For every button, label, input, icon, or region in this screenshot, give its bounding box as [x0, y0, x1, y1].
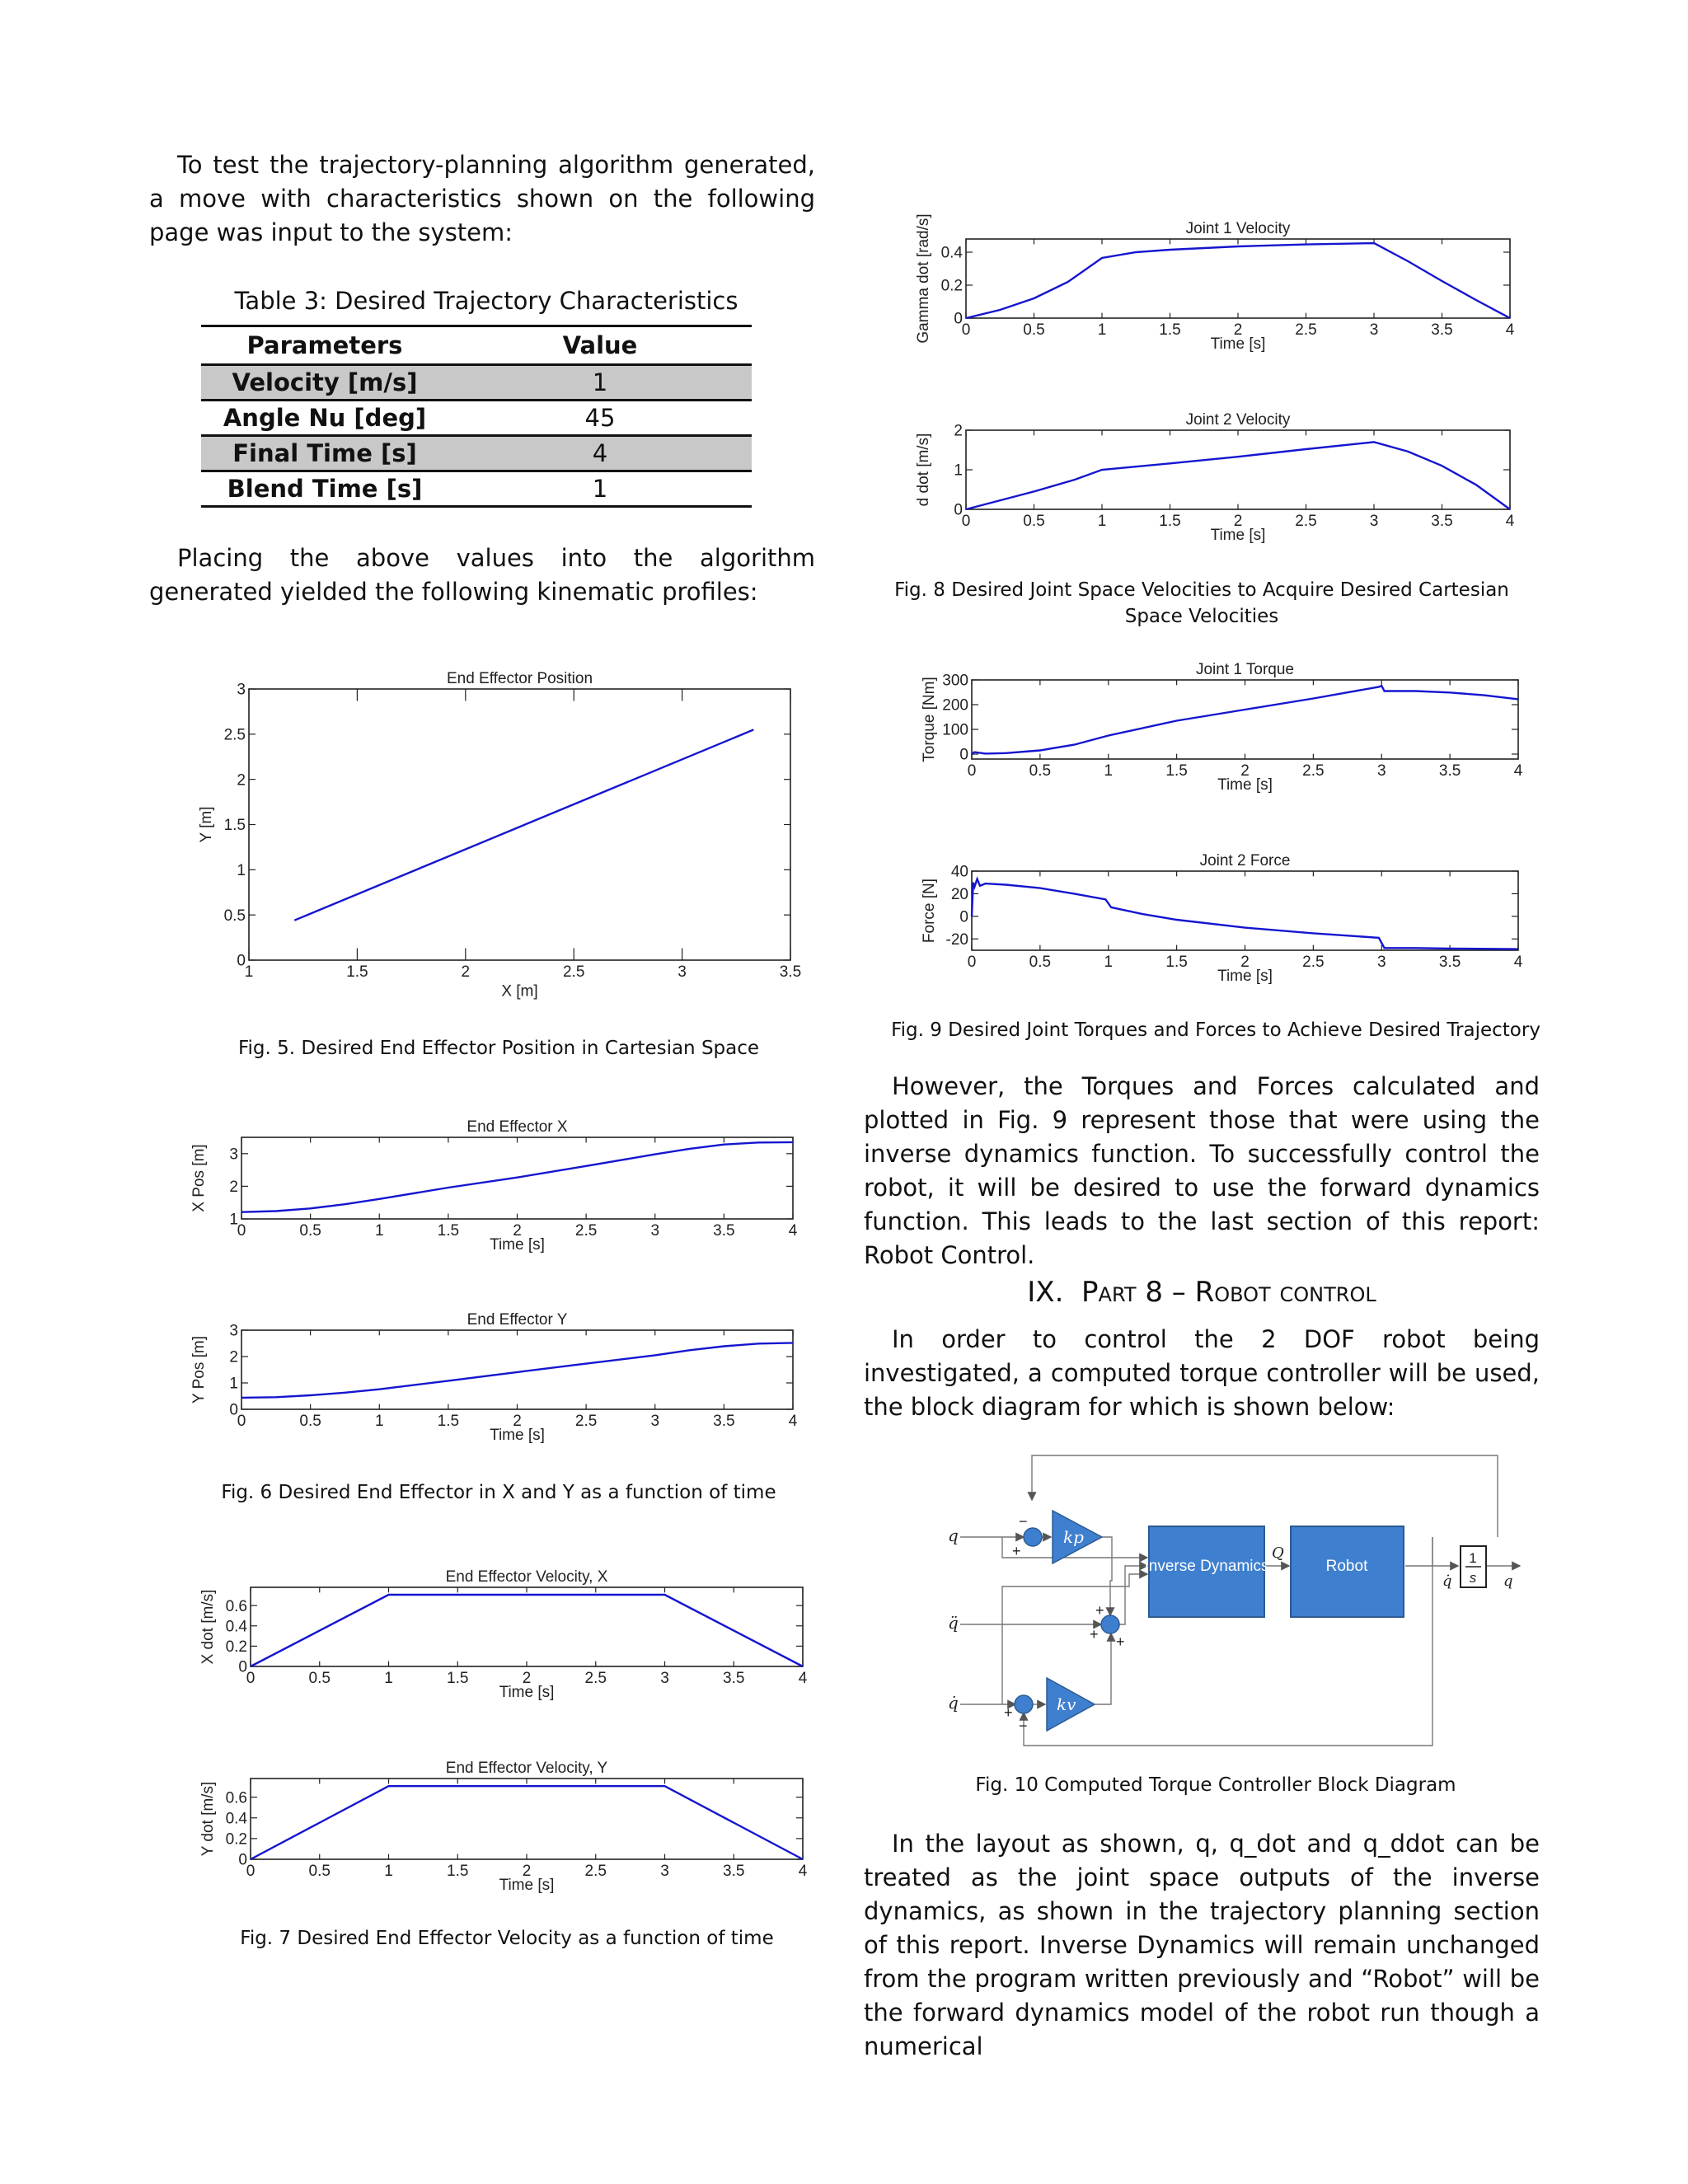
x-tick-label: 0: [246, 1863, 256, 1880]
control-paragraph: In order to control the 2 DOF robot being investigated, a computed torque controller will be used, the block diagram for which is shown below:: [864, 1325, 1540, 1421]
table-cell-value: 45: [448, 401, 752, 436]
x-tick-label: 2: [513, 1413, 522, 1430]
fig8b-chart: [915, 409, 1515, 545]
y-axis-label: Y Pos [m]: [190, 1335, 208, 1404]
summer-velocity: [1015, 1695, 1033, 1713]
y-axis-label: Torque [Nm]: [921, 677, 938, 762]
x-tick-label: 4: [798, 1863, 808, 1880]
y-tick-label: 0: [238, 1851, 247, 1869]
table-cell-parameter: Blend Time [s]: [201, 471, 448, 507]
plot-area: [972, 871, 1518, 950]
x-tick-label: 0.5: [308, 1670, 331, 1687]
x-tick-label: 4: [788, 1222, 798, 1240]
kp-label: kp: [1063, 1527, 1084, 1547]
y-tick-label: 0.2: [225, 1830, 247, 1849]
x-tick-label: 4: [1505, 321, 1515, 339]
fig10-caption: Fig. 10 Computed Torque Controller Block Diagram: [975, 1774, 1456, 1796]
robot-label: Robot: [1325, 1558, 1368, 1575]
sign-sum3-plus-a: +: [1095, 1602, 1104, 1619]
x-axis-label: Time [s]: [1210, 527, 1266, 545]
x-tick-label: 4: [1513, 954, 1523, 971]
plot-area: [241, 1330, 793, 1409]
sign-sum3-plus-b: +: [1090, 1626, 1099, 1643]
fig5-caption: Fig. 5. Desired End Effector Position in Cartesian Space: [237, 1038, 760, 1059]
x-tick-label: 3.5: [713, 1413, 735, 1430]
x-tick-label: 2.5: [574, 1413, 598, 1430]
x-axis-label: Time [s]: [1210, 335, 1266, 354]
x-tick-label: 1.5: [437, 1413, 460, 1430]
x-tick-label: 1: [1104, 954, 1114, 971]
x-tick-label: 3.5: [779, 963, 802, 981]
fig9-caption: Fig. 9 Desired Joint Torques and Forces to Achieve Desired Trajectory: [891, 1019, 1540, 1041]
integrator-denominator: s: [1469, 1570, 1477, 1586]
x-tick-label: 0: [237, 1413, 246, 1430]
plot-area: [966, 430, 1510, 509]
fig6-caption: Fig. 6 Desired End Effector in X and Y as a function of time: [221, 1482, 776, 1503]
x-tick-label: 3.5: [1431, 321, 1453, 339]
x-tick-label: 3: [1369, 513, 1379, 530]
plot-area: [251, 1779, 803, 1859]
x-tick-label: 2.5: [1295, 513, 1317, 530]
y-tick-label: 20: [950, 886, 968, 904]
y-axis-label: X Pos [m]: [190, 1144, 208, 1212]
x-tick-label: 0: [237, 1222, 246, 1240]
y-tick-label: 0: [237, 952, 246, 970]
x-tick-label: 0: [967, 762, 977, 780]
x-tick-label: 2: [1233, 321, 1243, 339]
plot-area: [966, 239, 1510, 318]
chart-title: Joint 2 Force: [1199, 852, 1291, 869]
y-tick-label: 1: [229, 1211, 238, 1229]
y-tick-label: 2: [237, 771, 246, 790]
y-tick-label: 0: [229, 1401, 238, 1419]
x-tick-label: 3.5: [713, 1222, 735, 1240]
x-tick-label: 0: [961, 321, 971, 339]
fig9a-chart: [921, 658, 1523, 794]
x-tick-label: 1: [374, 1222, 384, 1240]
table-cell-parameter: Angle Nu [deg]: [201, 401, 448, 436]
x-tick-label: 1: [1097, 513, 1107, 530]
y-tick-label: 2: [954, 422, 963, 440]
y-tick-label: 0.2: [940, 277, 963, 295]
table-row: [201, 401, 752, 436]
y-tick-label: 40: [950, 863, 968, 881]
x-tick-label: 1.5: [1159, 321, 1181, 339]
x-tick-label: 2.5: [1302, 954, 1325, 971]
section-heading: [864, 1276, 1540, 1309]
x-tick-label: 2: [461, 963, 471, 981]
y-axis-label: Gamma dot [rad/s]: [915, 213, 932, 344]
y-axis-label: Y dot [m/s]: [199, 1781, 217, 1857]
table-cell-value: 1: [448, 471, 752, 507]
x-axis-label: Time [s]: [499, 1877, 555, 1895]
y-axis-label: Y [m]: [198, 806, 215, 843]
x-tick-label: 3.5: [723, 1670, 745, 1687]
fig8-caption: Fig. 8 Desired Joint Space Velocities to Acquire Desired Cartesian Space Velocities: [894, 579, 1509, 627]
y-tick-label: 0: [954, 310, 963, 328]
chart-title: End Effector Velocity, X: [445, 1568, 608, 1586]
feedback-line-q: [1032, 1455, 1498, 1537]
y-tick-label: 0.6: [225, 1597, 247, 1615]
x-tick-label: 1.5: [346, 963, 368, 981]
y-tick-label: 0: [959, 908, 968, 926]
however-paragraph: However, the Torques and Forces calculated and plotted in Fig. 9 represent those that were using the inverse dynamics function. To successfully control the robot, it will be desired to use the forward dynamics function. This leads to the last section of this report: Robot Control.: [864, 1072, 1540, 1269]
x-tick-label: 2: [522, 1670, 532, 1687]
y-axis-label: Force [N]: [921, 878, 938, 944]
table-row: [201, 365, 752, 401]
x-tick-label: 0.5: [1023, 321, 1045, 339]
layout-paragraph: In the layout as shown, q, q_dot and q_ddot can be treated as the joint space outputs of the inverse dynamics, as shown in the trajectory planning section of this report. Inverse Dynamics will remain unchanged from the program written previously and “Robot” will be the forward dynamics model of the robot run though a numerical: [864, 1830, 1540, 2060]
x-tick-label: 0.5: [299, 1413, 321, 1430]
y-tick-label: 0: [959, 746, 968, 764]
y-tick-label: 0.2: [225, 1638, 247, 1657]
sign-sum1-minus: −: [1019, 1513, 1028, 1530]
x-axis-label: Time [s]: [499, 1684, 555, 1702]
x-tick-label: 0: [246, 1670, 256, 1687]
label-Q: Q: [1272, 1544, 1284, 1562]
section-number: IX.: [1027, 1276, 1064, 1309]
fig7-caption: Fig. 7 Desired End Effector Velocity as a function of time: [240, 1928, 774, 1949]
x-tick-label: 3.5: [723, 1863, 745, 1880]
label-qdot-in: q̇: [948, 1693, 959, 1713]
table-cell-parameter: Final Time [s]: [201, 436, 448, 471]
section-title: Part 8 – Robot control: [1081, 1276, 1376, 1309]
x-tick-label: 2.5: [574, 1222, 598, 1240]
sign-sum2-plus: +: [1004, 1704, 1013, 1721]
x-tick-label: 3: [1369, 321, 1379, 339]
chart-title: Joint 2 Velocity: [1185, 411, 1291, 429]
x-tick-label: 2.5: [584, 1670, 607, 1687]
y-axis-label: X dot [m/s]: [199, 1589, 217, 1665]
label-qddot-in: q̈: [948, 1613, 959, 1633]
sign-sum2-minus: −: [1019, 1718, 1028, 1734]
y-tick-label: 0.4: [940, 244, 963, 262]
y-tick-label: 100: [942, 721, 968, 739]
integrator-numerator: 1: [1469, 1550, 1477, 1566]
fig9b-chart: [921, 850, 1523, 986]
x-tick-label: 4: [1513, 762, 1523, 780]
label-q-out: q: [1503, 1572, 1513, 1590]
chart-title: End Effector X: [467, 1118, 568, 1136]
x-tick-label: 2.5: [562, 963, 585, 981]
y-tick-label: 0: [954, 501, 963, 519]
x-tick-label: 2: [513, 1222, 522, 1240]
y-tick-label: -20: [945, 930, 968, 949]
chart-title: Joint 1 Torque: [1195, 661, 1295, 678]
y-tick-label: 2: [229, 1348, 238, 1366]
fig7a-chart: [199, 1566, 808, 1702]
trajectory-table: [201, 325, 752, 508]
x-tick-label: 3: [1376, 954, 1386, 971]
y-tick-label: 3: [229, 1322, 238, 1340]
x-tick-label: 4: [788, 1413, 798, 1430]
y-tick-label: 0.6: [225, 1789, 247, 1807]
x-tick-label: 2: [1240, 762, 1250, 780]
x-tick-label: 0.5: [1029, 762, 1052, 780]
table-cell-value: 1: [448, 365, 752, 401]
x-tick-label: 1: [384, 1670, 393, 1687]
x-tick-label: 3: [660, 1863, 669, 1880]
x-tick-label: 3: [650, 1413, 660, 1430]
x-tick-label: 2.5: [584, 1863, 607, 1880]
chart-title: End Effector Position: [446, 670, 593, 687]
y-tick-label: 0: [238, 1658, 247, 1676]
x-tick-label: 3.5: [1431, 513, 1453, 530]
y-tick-label: 1: [237, 861, 246, 879]
x-tick-label: 1.5: [437, 1222, 460, 1240]
x-tick-label: 3: [650, 1222, 660, 1240]
x-tick-label: 2: [1233, 513, 1243, 530]
intro-paragraph: To test the trajectory-planning algorithm generated, a move with characteristics shown on the following page was input to the system:: [149, 151, 815, 246]
x-tick-label: 4: [798, 1670, 808, 1687]
x-tick-label: 2.5: [1295, 321, 1317, 339]
placing-paragraph: Placing the above values into the algorithm generated yielded the following kinematic profiles:: [149, 544, 815, 606]
label-qdot-out: q̇: [1442, 1572, 1452, 1590]
fig6b-chart: [190, 1309, 798, 1445]
y-tick-label: 1: [954, 462, 963, 480]
fig5-chart: [198, 668, 802, 1001]
y-tick-label: 2: [229, 1179, 238, 1197]
inverse-dynamics-label: Inverse Dynamics: [1144, 1558, 1269, 1575]
x-axis-label: Time [s]: [1217, 776, 1273, 794]
kv-label: kv: [1057, 1694, 1076, 1714]
x-tick-label: 1.5: [1165, 762, 1188, 780]
x-tick-label: 2: [522, 1863, 532, 1880]
x-tick-label: 3: [678, 963, 687, 981]
fig7b-chart: [199, 1757, 808, 1895]
table-header-parameters: Parameters: [201, 326, 448, 365]
y-tick-label: 300: [942, 672, 968, 690]
x-tick-label: 1.5: [1165, 954, 1188, 971]
x-tick-label: 3: [1376, 762, 1386, 780]
plot-area: [249, 689, 790, 960]
signal-kv-sum3: [1095, 1633, 1111, 1704]
block-diagram: [940, 1451, 1525, 1755]
summer-position: [1024, 1528, 1042, 1546]
x-axis-label: X [m]: [501, 982, 538, 1001]
x-tick-label: 1: [244, 963, 254, 981]
x-tick-label: 0.5: [1023, 513, 1045, 530]
x-axis-label: Time [s]: [490, 1236, 545, 1254]
x-tick-label: 1.5: [447, 1670, 469, 1687]
x-tick-label: 2: [1240, 954, 1250, 971]
y-tick-label: 3: [237, 681, 246, 699]
table-row: [201, 436, 752, 471]
fig8a-chart: [915, 213, 1515, 354]
x-tick-label: 0.5: [299, 1222, 321, 1240]
x-tick-label: 3.5: [1438, 954, 1461, 971]
x-tick-label: 1: [1097, 321, 1107, 339]
chart-title: End Effector Velocity, Y: [445, 1760, 608, 1777]
sign-sum3-plus-c: +: [1116, 1633, 1125, 1650]
x-tick-label: 0.5: [308, 1863, 331, 1880]
table-header-value: Value: [448, 326, 752, 365]
x-tick-label: 0: [961, 513, 971, 530]
y-tick-label: 200: [942, 696, 968, 715]
chart-title: Joint 1 Velocity: [1185, 220, 1291, 237]
x-tick-label: 0.5: [1029, 954, 1052, 971]
x-tick-label: 1.5: [1159, 513, 1181, 530]
y-tick-label: 1: [229, 1375, 238, 1393]
x-tick-label: 1: [384, 1863, 393, 1880]
label-q-in: q: [948, 1526, 959, 1545]
y-tick-label: 0.4: [225, 1618, 247, 1636]
y-axis-label: d dot [m/s]: [915, 433, 932, 507]
y-tick-label: 3: [229, 1146, 238, 1164]
x-axis-label: Time [s]: [490, 1427, 545, 1445]
x-axis-label: Time [s]: [1217, 968, 1273, 986]
x-tick-label: 1: [374, 1413, 384, 1430]
y-tick-label: 0.4: [225, 1810, 247, 1828]
x-tick-label: 3: [660, 1670, 669, 1687]
table-cell-parameter: Velocity [m/s]: [201, 365, 448, 401]
table-cell-value: 4: [448, 436, 752, 471]
x-tick-label: 1: [1104, 762, 1114, 780]
table-row: [201, 471, 752, 507]
plot-area: [251, 1587, 803, 1666]
sign-sum1-plus: +: [1012, 1543, 1021, 1559]
x-tick-label: 2.5: [1302, 762, 1325, 780]
x-tick-label: 3.5: [1438, 762, 1461, 780]
y-tick-label: 2.5: [223, 726, 246, 744]
y-tick-label: 1.5: [223, 817, 246, 835]
table3-caption: Table 3: Desired Trajectory Characteristics: [234, 287, 738, 315]
y-tick-label: 0.5: [223, 907, 246, 925]
x-tick-label: 0: [967, 954, 977, 971]
x-tick-label: 1.5: [447, 1863, 469, 1880]
x-tick-label: 4: [1505, 513, 1515, 530]
fig6a-chart: [190, 1116, 798, 1254]
chart-title: End Effector Y: [467, 1311, 568, 1329]
